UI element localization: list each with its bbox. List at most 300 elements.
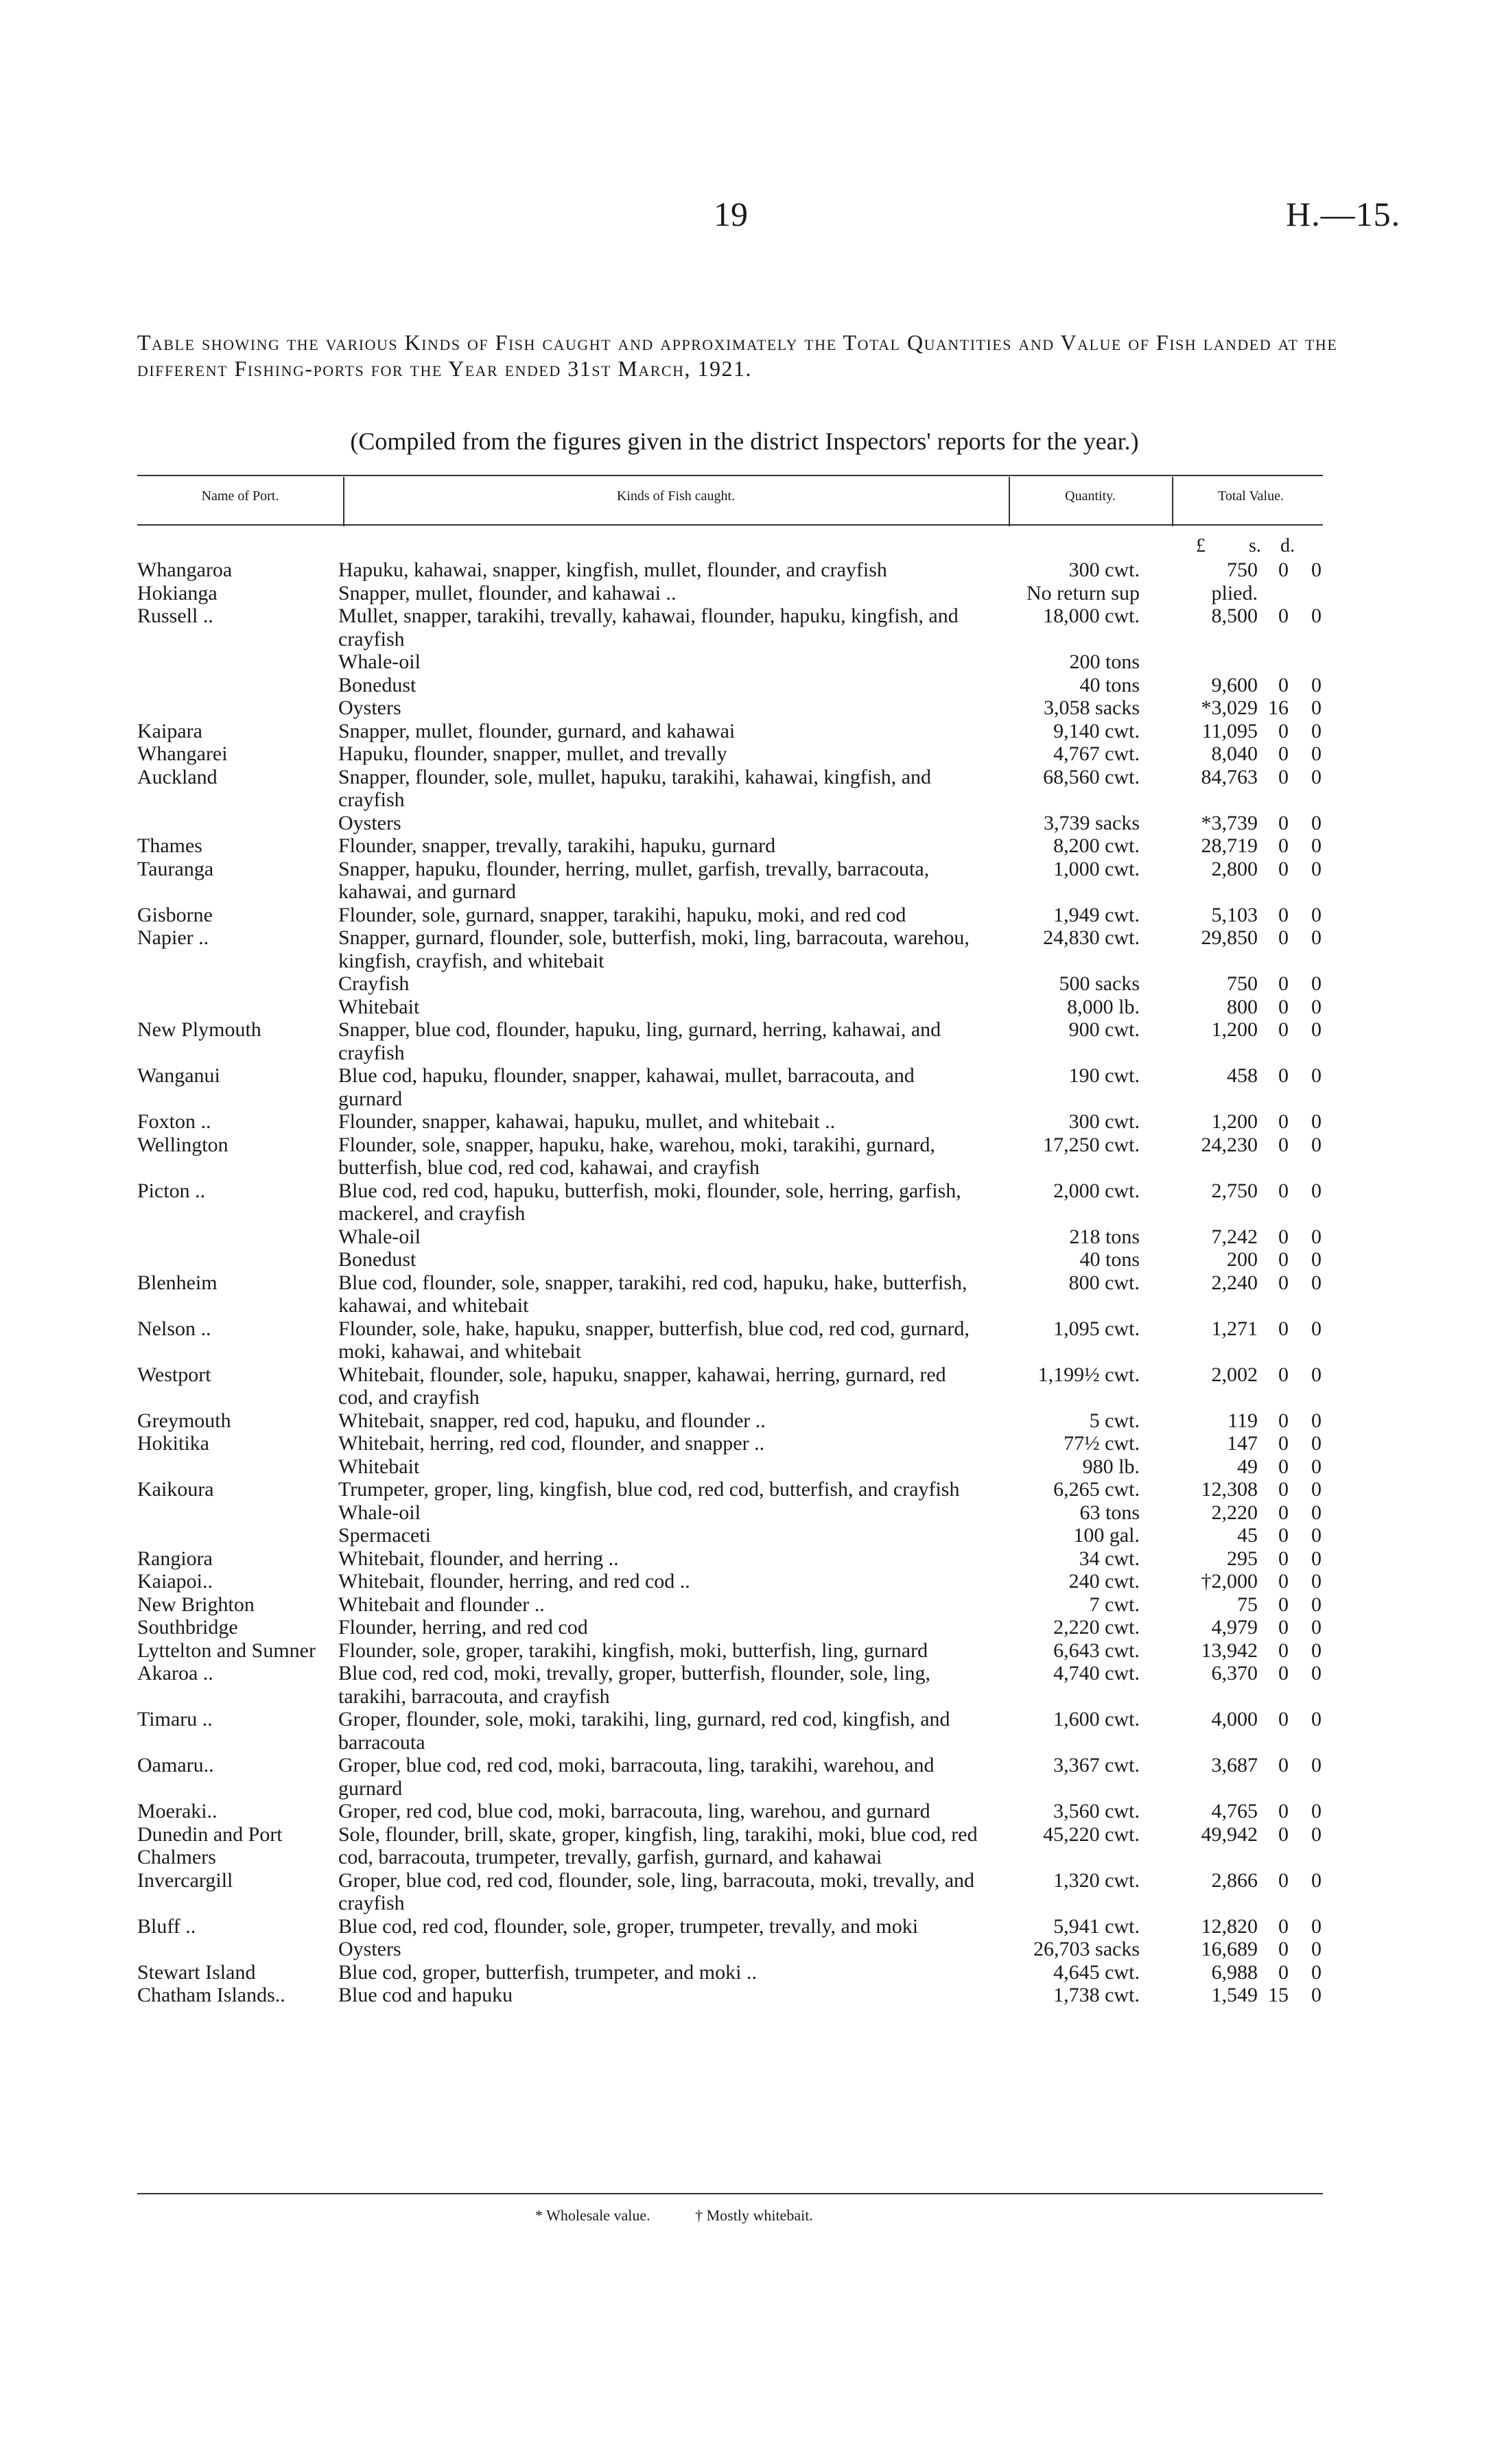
- port-name: Lyttelton and Sumner: [137, 1639, 316, 1662]
- fish-kinds: Oysters: [338, 696, 401, 719]
- value-cell: [1155, 1363, 1323, 1409]
- pounds-value: 1,271: [1211, 1317, 1258, 1340]
- shillings-value: 0: [1278, 1754, 1289, 1776]
- shillings-value: 15: [1268, 1984, 1289, 2006]
- pounds-value: 4,979: [1211, 1616, 1258, 1639]
- shillings-value: 0: [1278, 1570, 1289, 1593]
- quantity-cell: 6,265 cwt.: [1053, 1478, 1140, 1501]
- pounds-value: 2,800: [1211, 857, 1258, 880]
- pence-value: 0: [1311, 1248, 1322, 1271]
- shillings-value: [1258, 650, 1289, 674]
- shillings-value: 0: [1278, 834, 1289, 857]
- table-row: [137, 1547, 1331, 1571]
- value-cell: [1155, 1455, 1323, 1479]
- quantity-cell: 1,199½ cwt.: [1037, 1363, 1140, 1386]
- table-row: [137, 582, 1331, 605]
- value-cell: [1155, 926, 1323, 972]
- pounds-value: 750: [1227, 559, 1258, 581]
- pence-value: 0: [1311, 1822, 1322, 1846]
- column-header-kinds: Kinds of Fish caught.: [616, 489, 736, 504]
- table-row: [137, 972, 1331, 996]
- value-cell: [1155, 605, 1323, 650]
- value-cell: [1155, 1225, 1323, 1249]
- pence-value: 0: [1311, 1179, 1322, 1202]
- table-row: [137, 1616, 1331, 1639]
- fish-kinds: Trumpeter, groper, ling, kingfish, blue cod, red cod, butterfish, and crayfish: [338, 1478, 960, 1501]
- quantity-cell: 218 tons: [1069, 1225, 1140, 1248]
- shillings-value: [1258, 582, 1289, 605]
- shillings-value: 0: [1278, 1708, 1289, 1730]
- port-name: Invercargill: [137, 1868, 233, 1892]
- quantity-cell: 240 cwt.: [1068, 1570, 1140, 1593]
- fish-kinds: Sole, flounder, brill, skate, groper, kingfish, ling, tarakihi, moki, blue cod, red cod, barracouta, trumpeter, trevally, garfish, gurnard, and kahawai: [338, 1822, 978, 1868]
- pounds-value: 75: [1237, 1593, 1258, 1616]
- port-name: New Plymouth: [137, 1018, 261, 1041]
- fish-kinds: Hapuku, flounder, snapper, mullet, and trevally: [338, 742, 727, 765]
- quantity-cell: 26,703 sacks: [1033, 1938, 1140, 1960]
- fish-kinds: Bonedust: [338, 673, 416, 696]
- table-row: [137, 1134, 1331, 1180]
- quantity-cell: 18,000 cwt.: [1043, 605, 1140, 627]
- port-name: Akaroa ..: [137, 1662, 213, 1685]
- table-row: [137, 1708, 1331, 1754]
- table-row: [137, 1662, 1331, 1708]
- quantity-cell: 4,645 cwt.: [1053, 1960, 1140, 1984]
- pounds-value: 8,040: [1211, 742, 1258, 765]
- footnote-wholesale: * Wholesale value.: [535, 2207, 650, 2224]
- table-row: [137, 605, 1331, 650]
- fish-kinds: Snapper, gurnard, flounder, sole, butterfish, moki, ling, barracouta, warehou, kingfish, crayfish, and whitebait: [338, 926, 970, 972]
- table-row: [137, 858, 1331, 904]
- port-name: Chatham Islands..: [137, 1984, 285, 2006]
- value-cell: [1155, 650, 1323, 674]
- port-name: Whangaroa: [137, 559, 233, 581]
- table-row: [137, 1455, 1331, 1479]
- port-name: [137, 1524, 338, 1547]
- quantity-cell: 34 cwt.: [1079, 1547, 1140, 1570]
- fish-kinds: Crayfish: [338, 972, 410, 995]
- shillings-value: 0: [1278, 1248, 1289, 1271]
- pence-value: 0: [1311, 1524, 1322, 1547]
- pounds-value: 3,687: [1211, 1754, 1258, 1776]
- table-row: [137, 1984, 1331, 2007]
- quantity-cell: 190 cwt.: [1068, 1064, 1140, 1087]
- value-cell: [1155, 1754, 1323, 1800]
- port-name: Napier ..: [137, 926, 209, 949]
- pounds-value: 29,850: [1201, 926, 1258, 949]
- pence-value: 0: [1311, 1018, 1322, 1041]
- pence-value: 0: [1311, 605, 1322, 627]
- table-row: [137, 926, 1331, 972]
- pence-value: [1289, 650, 1322, 674]
- fish-kinds: Oysters: [338, 811, 401, 834]
- pounds-value: 8,500: [1211, 605, 1258, 627]
- table-row: [137, 1961, 1331, 1984]
- pounds-value: 295: [1227, 1547, 1258, 1570]
- pence-value: 0: [1311, 719, 1322, 742]
- port-name: Auckland: [137, 765, 218, 788]
- fish-kinds: Whitebait: [338, 995, 420, 1018]
- value-cell: [1155, 1639, 1323, 1663]
- shillings-value: 0: [1278, 673, 1289, 696]
- value-cell: [1155, 674, 1323, 697]
- port-name: [137, 1225, 338, 1249]
- quantity-cell: 63 tons: [1079, 1501, 1140, 1524]
- pounds-value: 28,719: [1201, 834, 1258, 857]
- quantity-cell: 1,095 cwt.: [1053, 1317, 1140, 1340]
- port-name: Russell ..: [137, 605, 213, 627]
- port-name: Timaru ..: [137, 1708, 213, 1730]
- quantity-cell: 980 lb.: [1082, 1455, 1140, 1478]
- value-cell: [1155, 766, 1323, 812]
- pence-value: 0: [1311, 811, 1322, 834]
- pounds-value: 119: [1228, 1409, 1258, 1432]
- pounds-value: 200: [1227, 1248, 1258, 1271]
- port-name: Southbridge: [137, 1616, 238, 1639]
- shillings-value: 0: [1278, 1179, 1289, 1202]
- shillings-value: 0: [1278, 1938, 1289, 1960]
- pounds-value: 1,200: [1211, 1110, 1258, 1133]
- port-name: Kaipara: [137, 719, 202, 742]
- fish-kinds: Flounder, sole, snapper, hapuku, hake, warehou, moki, tarakihi, gurnard, butterfish, blue cod, red cod, kahawai, and crayfish: [338, 1133, 935, 1179]
- port-name: Wanganui: [137, 1064, 220, 1087]
- fish-kinds: Snapper, hapuku, flounder, herring, mullet, garfish, trevally, barracouta, kahawai, and gurnard: [338, 857, 930, 903]
- pounds-value: 9,600: [1211, 673, 1258, 696]
- shillings-value: 0: [1278, 1455, 1289, 1478]
- shillings-value: 0: [1278, 926, 1289, 949]
- pounds-value: 2,002: [1211, 1363, 1258, 1386]
- quantity-cell: 5 cwt.: [1089, 1409, 1140, 1432]
- quantity-cell: 500 sacks: [1059, 972, 1140, 995]
- pounds-value: 49,942: [1201, 1822, 1258, 1846]
- value-cell: [1155, 559, 1323, 582]
- port-name: [137, 1455, 338, 1479]
- value-cell: [1155, 1662, 1323, 1708]
- table-row: [137, 1593, 1331, 1617]
- shillings-value: 0: [1278, 1133, 1289, 1156]
- fish-kinds: Blue cod, red cod, moki, trevally, groper, butterfish, flounder, sole, ling, tarakihi, barracouta, and crayfish: [338, 1662, 930, 1708]
- header-bottom-rule: [137, 524, 1323, 526]
- value-cell: [1155, 1938, 1323, 1961]
- value-cell: [1155, 1570, 1323, 1593]
- fish-kinds: Snapper, mullet, flounder, and kahawai ..: [338, 581, 677, 605]
- port-name: Blenheim: [137, 1271, 218, 1294]
- table-bottom-rule: [137, 2193, 1323, 2194]
- pounds-value: 458: [1227, 1064, 1258, 1087]
- fish-kinds: Hapuku, kahawai, snapper, kingfish, mullet, flounder, and crayfish: [338, 559, 887, 581]
- table-row: [137, 1432, 1331, 1455]
- port-name: Westport: [137, 1363, 211, 1386]
- pence-value: 0: [1311, 1110, 1322, 1133]
- fish-kinds: Whitebait, flounder, herring, and red cod ..: [338, 1570, 690, 1593]
- pence-value: 0: [1311, 972, 1322, 995]
- table-row: [137, 1915, 1331, 1938]
- fish-kinds: Flounder, sole, hake, hapuku, snapper, butterfish, blue cod, red cod, gurnard, moki, kahawai, and whitebait: [338, 1317, 970, 1363]
- value-cell: [1155, 696, 1323, 720]
- pounds-value: 84,763: [1201, 765, 1258, 788]
- quantity-cell: 6,643 cwt.: [1053, 1639, 1140, 1662]
- quantity-cell: 1,320 cwt.: [1053, 1868, 1140, 1892]
- port-name: Rangiora: [137, 1547, 213, 1570]
- quantity-cell: 300 cwt.: [1068, 1110, 1140, 1133]
- table-row: [137, 742, 1331, 766]
- pence-value: 0: [1311, 1984, 1322, 2006]
- value-cell: [1155, 1432, 1323, 1455]
- pounds-value: 2,220: [1211, 1501, 1258, 1524]
- shillings-value: 0: [1278, 765, 1289, 788]
- shillings-value: 0: [1278, 1868, 1289, 1892]
- port-name: Gisborne: [137, 903, 213, 926]
- value-cell: [1155, 1823, 1323, 1869]
- value-cell: [1155, 1616, 1323, 1639]
- quantity-cell: 40 tons: [1079, 673, 1140, 696]
- port-name: [137, 674, 338, 697]
- pounds-value: 49: [1237, 1455, 1258, 1478]
- fish-kinds: Blue cod, red cod, hapuku, butterfish, moki, flounder, sole, herring, garfish, mackerel, and crayfish: [338, 1179, 961, 1225]
- page-number: 19: [714, 195, 748, 233]
- quantity-cell: 17,250 cwt.: [1043, 1133, 1140, 1156]
- pounds-value: 24,230: [1201, 1133, 1258, 1156]
- column-header-quantity: Quantity.: [1065, 489, 1116, 504]
- shillings-value: 0: [1278, 1271, 1289, 1294]
- pounds-value: 2,866: [1211, 1868, 1258, 1892]
- table-row: [137, 1248, 1331, 1271]
- quantity-cell: 100 gal.: [1073, 1524, 1140, 1547]
- pounds-value: †2,000: [1201, 1570, 1258, 1593]
- port-name: Kaikoura: [137, 1478, 214, 1501]
- value-cell: [1155, 1409, 1323, 1433]
- table-row: [137, 1317, 1331, 1363]
- port-name: New Brighton: [137, 1593, 255, 1616]
- fish-kinds: Snapper, flounder, sole, mullet, hapuku, tarakihi, kahawai, kingfish, and crayfish: [338, 765, 932, 811]
- pounds-value: 6,988: [1211, 1960, 1258, 1984]
- footnote-whitebait: † Mostly whitebait.: [695, 2207, 813, 2224]
- value-cell: [1155, 1271, 1323, 1317]
- pence-value: 0: [1311, 1570, 1322, 1593]
- value-cell: [1155, 834, 1323, 858]
- port-name: Hokitika: [137, 1432, 209, 1455]
- footnotes: [535, 2207, 854, 2225]
- shillings-value: 0: [1278, 1432, 1289, 1455]
- table-row: [137, 1225, 1331, 1249]
- table-row: [137, 766, 1331, 812]
- quantity-cell: No return sup: [1026, 581, 1140, 605]
- quantity-cell: 24,830 cwt.: [1043, 926, 1140, 949]
- quantity-cell: 200 tons: [1069, 650, 1140, 673]
- value-cell: [1155, 1180, 1323, 1225]
- pence-value: 0: [1311, 1616, 1322, 1639]
- currency-units-row: [137, 535, 1331, 559]
- pounds-value: 11,095: [1201, 719, 1258, 742]
- pence-value: 0: [1311, 1662, 1322, 1685]
- pence-value: 0: [1311, 834, 1322, 857]
- port-name: [137, 972, 338, 996]
- table-row: [137, 1823, 1331, 1869]
- table-row: [137, 834, 1331, 858]
- value-cell: [1155, 972, 1323, 996]
- fish-kinds: Blue cod, red cod, flounder, sole, groper, trumpeter, trevally, and moki: [338, 1914, 919, 1938]
- quantity-cell: 4,740 cwt.: [1053, 1662, 1140, 1685]
- document-reference: H.—15.: [1286, 195, 1401, 233]
- fish-kinds: Whitebait, herring, red cod, flounder, and snapper ..: [338, 1432, 765, 1455]
- pounds-value: 13,942: [1201, 1639, 1258, 1662]
- fish-kinds: Groper, flounder, sole, moki, tarakihi, ling, gurnard, red cod, kingfish, and barracouta: [338, 1708, 950, 1754]
- pence-value: 0: [1311, 1914, 1322, 1938]
- value-cell: [1155, 1110, 1323, 1134]
- table-row: [137, 1570, 1331, 1593]
- pence-value: 0: [1311, 1409, 1322, 1432]
- shillings-value: 0: [1278, 857, 1289, 880]
- shillings-value: 0: [1278, 1225, 1289, 1248]
- port-name: Picton ..: [137, 1179, 206, 1202]
- shillings-value: 0: [1278, 1478, 1289, 1501]
- table-row: [137, 674, 1331, 697]
- fish-kinds: Flounder, snapper, kahawai, hapuku, mullet, and whitebait ..: [338, 1110, 836, 1133]
- pounds-value: 45: [1237, 1524, 1258, 1547]
- table-row: [137, 1501, 1331, 1525]
- shillings-value: 0: [1278, 903, 1289, 926]
- pence-value: 0: [1311, 1938, 1322, 1960]
- quantity-cell: 3,739 sacks: [1044, 811, 1140, 834]
- shillings-value: 0: [1278, 1547, 1289, 1570]
- pounds-value: 16,689: [1201, 1938, 1258, 1960]
- shillings-value: 0: [1278, 1639, 1289, 1662]
- table-row: [137, 1064, 1331, 1110]
- value-cell: [1155, 1134, 1323, 1180]
- table-row: [137, 1363, 1331, 1409]
- fish-table: [137, 535, 1331, 2007]
- value-cell: [1155, 1984, 1323, 2007]
- quantity-cell: 7 cwt.: [1089, 1593, 1140, 1616]
- pounds-value: 6,370: [1211, 1662, 1258, 1685]
- pence-value: 0: [1311, 1754, 1322, 1776]
- quantity-cell: 40 tons: [1079, 1248, 1140, 1271]
- quantity-cell: 3,367 cwt.: [1053, 1754, 1140, 1776]
- fish-kinds: Groper, blue cod, red cod, moki, barracouta, ling, tarakihi, warehou, and gurnard: [338, 1754, 935, 1800]
- table-title: Table showing the various Kinds of Fish caught and approximately the Total Quantities and Value of Fish landed at the different Fishing-ports for the Year ended 31st March, 1921.: [137, 330, 1338, 381]
- value-cell: [1155, 720, 1323, 743]
- pence-value: 0: [1311, 1639, 1322, 1662]
- column-header-value: Total Value.: [1218, 489, 1284, 504]
- pence-value: 0: [1311, 1225, 1322, 1248]
- value-cell: [1155, 1524, 1323, 1547]
- value-cell: [1155, 996, 1323, 1019]
- fish-kinds: Groper, blue cod, red cod, flounder, sole, ling, barracouta, moki, trevally, and crayfish: [338, 1868, 975, 1914]
- table-subtitle: (Compiled from the figures given in the district Inspectors' reports for the year.): [350, 427, 1139, 455]
- port-name: Nelson ..: [137, 1317, 211, 1340]
- table-row: [137, 1409, 1331, 1433]
- value-cell: [1155, 1547, 1323, 1571]
- fish-kinds: Flounder, herring, and red cod: [338, 1616, 588, 1639]
- shillings-value: 0: [1278, 1822, 1289, 1846]
- pence-value: 0: [1311, 1133, 1322, 1156]
- shillings-value: 0: [1278, 1317, 1289, 1340]
- pence-value: 0: [1311, 1064, 1322, 1087]
- shillings-value: 0: [1278, 1616, 1289, 1639]
- quantity-cell: 77½ cwt.: [1064, 1432, 1140, 1455]
- table-row: [137, 1110, 1331, 1134]
- table-row: [137, 1018, 1331, 1064]
- port-name: [137, 996, 338, 1019]
- fish-kinds: Flounder, sole, groper, tarakihi, kingfish, moki, butterfish, ling, gurnard: [338, 1639, 928, 1662]
- fish-kinds: Whitebait, snapper, red cod, hapuku, and flounder ..: [338, 1409, 766, 1432]
- port-name: Tauranga: [137, 857, 214, 880]
- fish-kinds: Spermaceti: [338, 1524, 431, 1547]
- pence-value: 0: [1311, 1317, 1322, 1340]
- shillings-value: 0: [1278, 1363, 1289, 1386]
- pounds-value: 5,103: [1211, 903, 1258, 926]
- port-name: [137, 812, 338, 835]
- shillings-value: 0: [1278, 1501, 1289, 1524]
- value-cell: [1155, 1869, 1323, 1915]
- fish-kinds: Groper, red cod, blue cod, moki, barracouta, ling, warehou, and gurnard: [338, 1800, 930, 1822]
- shillings-value: 0: [1278, 1914, 1289, 1938]
- quantity-cell: 800 cwt.: [1068, 1271, 1140, 1294]
- value-cell: [1155, 858, 1323, 904]
- quantity-cell: 8,200 cwt.: [1053, 834, 1140, 857]
- pounds-value: 12,308: [1201, 1478, 1258, 1501]
- pence-value: 0: [1311, 673, 1322, 696]
- fish-kinds: Whale-oil: [338, 650, 421, 673]
- table-row: [137, 1478, 1331, 1501]
- pence-value: 0: [1311, 1960, 1322, 1984]
- fish-kinds: Mullet, snapper, tarakihi, trevally, kahawai, flounder, hapuku, kingfish, and crayfish: [338, 605, 959, 650]
- value-cell: [1155, 812, 1323, 835]
- shillings-value: 0: [1278, 559, 1289, 581]
- table-row: [137, 1869, 1331, 1915]
- quantity-cell: 2,000 cwt.: [1053, 1179, 1140, 1202]
- pounds-value: 800: [1227, 995, 1258, 1018]
- fish-kinds: Bonedust: [338, 1248, 416, 1271]
- fish-kinds: Flounder, sole, gurnard, snapper, tarakihi, hapuku, moki, and red cod: [338, 903, 906, 926]
- fish-kinds: Blue cod, hapuku, flounder, snapper, kahawai, mullet, barracouta, and gurnard: [338, 1064, 915, 1110]
- quantity-cell: 1,000 cwt.: [1053, 857, 1140, 880]
- shillings-value: 16: [1268, 696, 1289, 719]
- fish-kinds: Blue cod and hapuku: [338, 1984, 513, 2006]
- column-header-port: Name of Port.: [201, 489, 279, 504]
- port-name: Stewart Island: [137, 1960, 256, 1984]
- pence-value: 0: [1311, 1363, 1322, 1386]
- pounds-value: 1,200: [1211, 1018, 1258, 1041]
- pounds-value: [1155, 650, 1258, 674]
- value-cell: [1155, 1317, 1323, 1363]
- pence-value: 0: [1311, 696, 1322, 719]
- port-name: Hokianga: [137, 581, 218, 605]
- table-row: [137, 720, 1331, 743]
- fish-kinds: Oysters: [338, 1938, 401, 1960]
- pence-value: 0: [1311, 926, 1322, 949]
- port-name: Whangarei: [137, 742, 228, 765]
- port-name: [137, 1248, 338, 1271]
- pounds-value: 2,750: [1211, 1179, 1258, 1202]
- table-row: [137, 812, 1331, 835]
- pence-value: 0: [1311, 903, 1322, 926]
- pounds-value: 750: [1227, 972, 1258, 995]
- value-cell: [1155, 1018, 1323, 1064]
- pence-value: 0: [1311, 1708, 1322, 1730]
- shillings-value: 0: [1278, 1593, 1289, 1616]
- port-name: Bluff ..: [137, 1914, 196, 1938]
- quantity-cell: 1,949 cwt.: [1053, 903, 1140, 926]
- value-cell: [1155, 1064, 1323, 1110]
- port-name: [137, 696, 338, 720]
- quantity-cell: 8,000 lb.: [1067, 995, 1140, 1018]
- shillings-value: 0: [1278, 605, 1289, 627]
- pounds-value: 4,765: [1211, 1800, 1258, 1822]
- shillings-unit: s.: [1249, 535, 1261, 556]
- fish-kinds: Snapper, blue cod, flounder, hapuku, ling, gurnard, herring, kahawai, and crayfish: [338, 1018, 941, 1064]
- pence-value: 0: [1311, 765, 1322, 788]
